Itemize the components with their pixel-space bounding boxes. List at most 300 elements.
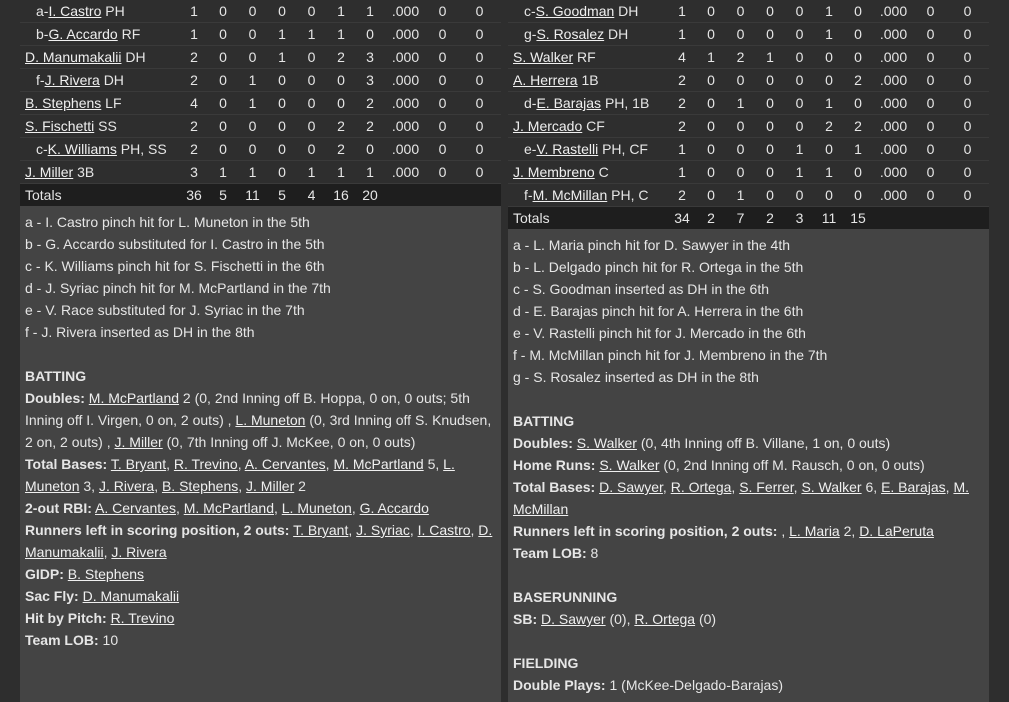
stat-cell: 0 <box>946 115 989 138</box>
stat-cell: 0 <box>297 46 326 69</box>
player-link[interactable]: M. McMillan <box>532 187 608 203</box>
stat-cell: 0 <box>356 138 384 161</box>
stat-cell: 0 <box>267 138 297 161</box>
player-link[interactable]: D. Sawyer <box>599 479 663 495</box>
player-row <box>20 23 501 46</box>
stat-cell: 0 <box>238 0 267 23</box>
player-link[interactable]: S. Fischetti <box>25 118 95 134</box>
player-link[interactable]: R. Ortega <box>634 611 696 627</box>
player-link[interactable]: J. Rivera <box>98 478 155 494</box>
substitution-note: c - S. Goodman inserted as DH in the 6th <box>513 281 770 297</box>
stat-cell: 0 <box>696 69 726 92</box>
totals-cell: 4 <box>297 184 326 207</box>
stat-cell: 0 <box>755 69 785 92</box>
stat-cell: 0 <box>427 46 458 69</box>
stat-cell: 0 <box>427 92 458 115</box>
substitution-note: e - V. Rastelli pinch hit for J. Mercado in the 6th <box>513 325 806 341</box>
stat-cell: 4 <box>180 92 208 115</box>
player-position: PH <box>105 3 125 19</box>
stat-cell: 0 <box>844 0 872 23</box>
stat-cell: 1 <box>844 138 872 161</box>
stat-cell: .000 <box>872 23 915 46</box>
stat-cell: 2 <box>726 46 755 69</box>
player-link[interactable]: J. Rivera <box>44 72 100 88</box>
player-link[interactable]: S. Goodman <box>535 3 615 19</box>
stat-cell: 0 <box>785 92 814 115</box>
totals-empty-cell <box>384 184 427 207</box>
totals-cell: 20 <box>356 184 384 207</box>
totals-row <box>508 207 989 230</box>
stat-cell: 1 <box>785 161 814 184</box>
sub-prefix: b- <box>36 26 49 42</box>
stat-cell: 1 <box>326 0 356 23</box>
player-position: RF <box>121 26 141 42</box>
player-position: DH <box>608 26 629 42</box>
hit-by-pitch-line: Hit by Pitch: R. Trevino <box>25 610 175 626</box>
stat-cell: 2 <box>668 69 696 92</box>
player-link[interactable]: S. Walker <box>513 49 574 65</box>
stat-cell: 0 <box>844 92 872 115</box>
stat-cell: 0 <box>814 138 844 161</box>
batting-heading: BATTING <box>25 368 87 384</box>
player-link[interactable]: L. Maria <box>789 523 840 539</box>
stat-cell: 1 <box>668 161 696 184</box>
stat-cell: 0 <box>297 138 326 161</box>
sub-prefix: d- <box>524 95 537 111</box>
stat-cell: 0 <box>915 138 946 161</box>
batting-table <box>508 0 989 229</box>
stat-cell: 1 <box>726 92 755 115</box>
totals-row <box>20 184 501 207</box>
stat-cell: 0 <box>844 184 872 207</box>
stat-cell: 0 <box>458 23 501 46</box>
player-position: SS <box>98 118 117 134</box>
stat-cell: 0 <box>785 69 814 92</box>
stat-cell: 1 <box>238 69 267 92</box>
stat-cell: 0 <box>915 0 946 23</box>
totals-cell: 16 <box>326 184 356 207</box>
player-link[interactable]: R. Ortega <box>670 479 732 495</box>
player-link[interactable]: S. Walker <box>599 457 660 473</box>
stat-cell: .000 <box>384 161 427 184</box>
stat-cell: 1 <box>238 161 267 184</box>
player-cell <box>20 92 180 115</box>
stat-cell: 1 <box>356 161 384 184</box>
stat-cell: 0 <box>427 69 458 92</box>
stat-cell: .000 <box>872 0 915 23</box>
stat-cell: 2 <box>668 92 696 115</box>
stat-cell: 1 <box>326 161 356 184</box>
stat-cell: 1 <box>208 161 238 184</box>
stat-cell: 2 <box>326 115 356 138</box>
sub-prefix: f- <box>36 72 45 88</box>
stat-cell: 0 <box>208 138 238 161</box>
stat-cell: 0 <box>427 0 458 23</box>
player-position: 3B <box>77 164 95 180</box>
substitution-note: a - I. Castro pinch hit for L. Muneton in the 5th <box>25 214 310 230</box>
player-cell <box>20 161 180 184</box>
stat-cell: 0 <box>208 0 238 23</box>
sub-prefix: a- <box>36 3 49 19</box>
player-cell <box>20 69 180 92</box>
gidp-line: GIDP: B. Stephens <box>25 566 145 582</box>
player-cell <box>508 138 668 161</box>
batting-heading: BATTING <box>513 413 575 429</box>
stat-cell: 0 <box>297 92 326 115</box>
player-position: PH, SS <box>120 141 167 157</box>
stat-cell: 0 <box>915 46 946 69</box>
stat-cell: 0 <box>915 23 946 46</box>
stat-cell: 0 <box>946 138 989 161</box>
stat-cell: 2 <box>180 115 208 138</box>
totals-cell: 34 <box>668 207 696 230</box>
player-position: 1B <box>581 72 599 88</box>
stat-cell: 2 <box>668 115 696 138</box>
substitution-note: d - J. Syriac pinch hit for M. McPartland in the 7th <box>25 280 331 296</box>
player-link[interactable]: B. Stephens <box>25 95 102 111</box>
game-details <box>20 365 501 651</box>
player-link[interactable]: S. Walker <box>576 435 637 451</box>
player-link[interactable]: E. Barajas <box>536 95 602 111</box>
player-cell <box>508 161 668 184</box>
batting-table <box>20 0 501 206</box>
stat-cell: 0 <box>915 161 946 184</box>
player-row <box>508 161 989 184</box>
stat-cell: 1 <box>297 161 326 184</box>
player-position: PH, C <box>611 187 649 203</box>
stat-cell: 1 <box>814 161 844 184</box>
stat-cell: 0 <box>696 0 726 23</box>
stat-cell: 0 <box>915 115 946 138</box>
stat-cell: 0 <box>755 115 785 138</box>
stat-cell: 0 <box>458 46 501 69</box>
stat-cell: .000 <box>384 138 427 161</box>
stat-cell: 0 <box>844 161 872 184</box>
stat-cell: 0 <box>238 23 267 46</box>
sac-fly-line: Sac Fly: D. Manumakalii <box>25 588 180 604</box>
fielding-heading: FIELDING <box>513 655 579 671</box>
stat-cell: 0 <box>755 138 785 161</box>
stat-cell: 1 <box>696 46 726 69</box>
stat-cell: 0 <box>458 92 501 115</box>
player-cell <box>20 23 180 46</box>
stat-cell: 2 <box>814 115 844 138</box>
player-row <box>508 184 989 207</box>
player-link[interactable]: R. Trevino <box>173 456 238 472</box>
stat-cell: 1 <box>326 23 356 46</box>
totals-cell: 15 <box>844 207 872 230</box>
player-link[interactable]: J. Miller <box>246 478 295 494</box>
total-bases-line: Total Bases: D. Sawyer, R. Ortega, S. Ferrer, S. Walker 6, E. Barajas, M. McMillan <box>513 479 969 517</box>
totals-cell: 2 <box>696 207 726 230</box>
doubles-line: Doubles: S. Walker (0, 4th Inning off B. Villane, 1 on, 0 outs) <box>513 435 891 451</box>
player-link[interactable]: I. Castro <box>417 522 471 538</box>
team-lob-line: Team LOB: 10 <box>25 632 119 648</box>
stat-cell: 0 <box>458 161 501 184</box>
stat-cell: 0 <box>755 92 785 115</box>
stat-cell: .000 <box>384 69 427 92</box>
player-cell <box>508 92 668 115</box>
player-row <box>508 92 989 115</box>
player-link[interactable]: L. Muneton <box>25 456 455 494</box>
two-out-rbi-line: 2-out RBI: A. Cervantes, M. McPartland, L. Muneton, G. Accardo <box>25 500 429 516</box>
player-link[interactable]: L. Muneton <box>235 412 306 428</box>
stat-cell: 0 <box>427 115 458 138</box>
player-link[interactable]: A. Cervantes <box>244 456 326 472</box>
stat-cell: 1 <box>755 46 785 69</box>
player-link[interactable]: L. Muneton <box>281 500 352 516</box>
stat-cell: 0 <box>726 23 755 46</box>
stat-cell: 3 <box>356 46 384 69</box>
player-link[interactable]: B. Stephens <box>67 566 145 582</box>
totals-cell: 3 <box>785 207 814 230</box>
player-row <box>508 69 989 92</box>
stat-cell: .000 <box>384 0 427 23</box>
substitution-note: g - S. Rosalez inserted as DH in the 8th <box>513 369 759 385</box>
player-cell <box>20 115 180 138</box>
stat-cell: 0 <box>208 46 238 69</box>
stat-cell: 0 <box>208 92 238 115</box>
stat-cell: 0 <box>844 46 872 69</box>
stat-cell: 0 <box>915 184 946 207</box>
stat-cell: 0 <box>696 138 726 161</box>
player-row <box>20 92 501 115</box>
player-link[interactable]: B. Stephens <box>161 478 239 494</box>
stat-cell: .000 <box>872 69 915 92</box>
player-link[interactable]: I. Castro <box>48 3 102 19</box>
player-cell <box>20 138 180 161</box>
doubles-line: Doubles: M. McPartland 2 (0, 2nd Inning off B. Hoppa, 0 on, 0 outs; 5th Inning off I. Virgen, 0 on, 2 outs) , L. Muneton (0, 3rd Inning off S. Knudsen, 2 on, 2 outs) , J. Miller (0, 7th Inning off J. McKee, 0 on, 0 outs) <box>25 390 492 450</box>
player-link[interactable]: E. Barajas <box>881 479 946 495</box>
player-link[interactable]: D. LaPeruta <box>859 523 934 539</box>
stat-cell: 0 <box>726 0 755 23</box>
stat-cell: 3 <box>356 69 384 92</box>
substitution-note: d - E. Barajas pinch hit for A. Herrera in the 6th <box>513 303 804 319</box>
baserunning-heading: BASERUNNING <box>513 589 618 605</box>
sub-prefix: g- <box>524 26 537 42</box>
player-link[interactable]: M. McMillan <box>513 479 969 517</box>
player-position: DH <box>618 3 639 19</box>
player-cell <box>508 115 668 138</box>
player-link[interactable]: D. Sawyer <box>541 611 606 627</box>
stat-cell: 1 <box>814 92 844 115</box>
player-cell <box>508 0 668 23</box>
player-link[interactable]: V. Rastelli <box>536 141 599 157</box>
stat-cell: 2 <box>326 138 356 161</box>
player-link[interactable]: J. Miller <box>25 164 74 180</box>
player-link[interactable]: M. McPartland <box>88 390 180 406</box>
player-cell <box>508 69 668 92</box>
stat-cell: 0 <box>297 115 326 138</box>
stat-cell: .000 <box>872 184 915 207</box>
player-link[interactable]: A. Cervantes <box>95 500 176 516</box>
stat-cell: 0 <box>726 161 755 184</box>
total-bases-line: Total Bases: T. Bryant, R. Trevino, A. Cervantes, M. McPartland 5, L. Muneton 3, J. Rivera, B. Stephens, J. Miller 2 <box>25 456 455 494</box>
stat-cell: 3 <box>180 161 208 184</box>
stat-cell: 0 <box>267 115 297 138</box>
stat-cell: 1 <box>238 92 267 115</box>
stat-cell: 1 <box>814 23 844 46</box>
player-link[interactable]: D. Manumakalii <box>25 522 493 560</box>
player-link[interactable]: M. McPartland <box>333 456 424 472</box>
stat-cell: 0 <box>844 23 872 46</box>
stat-cell: 0 <box>356 23 384 46</box>
stat-cell: .000 <box>872 115 915 138</box>
player-link[interactable]: J. Rivera <box>111 544 167 560</box>
totals-empty-cell <box>458 184 501 207</box>
player-link[interactable]: S. Walker <box>801 479 862 495</box>
sub-prefix: c- <box>524 3 536 19</box>
stat-cell: 0 <box>297 0 326 23</box>
stat-cell: 2 <box>356 115 384 138</box>
sub-prefix: f- <box>524 187 533 203</box>
stat-cell: 2 <box>356 92 384 115</box>
stat-cell: 0 <box>814 184 844 207</box>
team-lob-line: Team LOB: 8 <box>513 545 599 561</box>
player-link[interactable]: S. Ferrer <box>739 479 794 495</box>
player-link[interactable]: G. Accardo <box>48 26 118 42</box>
stat-cell: 1 <box>180 0 208 23</box>
stat-cell: .000 <box>872 161 915 184</box>
player-cell <box>508 184 668 207</box>
player-row <box>508 115 989 138</box>
stat-cell: .000 <box>384 92 427 115</box>
player-position: LF <box>105 95 122 111</box>
stat-cell: .000 <box>384 115 427 138</box>
substitution-note: e - V. Race substituted for J. Syriac in the 7th <box>25 302 305 318</box>
player-link[interactable]: J. Mercado <box>513 118 583 134</box>
player-position: PH, CF <box>602 141 648 157</box>
stat-cell: 0 <box>946 184 989 207</box>
player-link[interactable]: T. Bryant <box>293 522 349 538</box>
stat-cell: 2 <box>180 46 208 69</box>
home-team-boxscore <box>508 0 989 702</box>
stat-cell: 0 <box>785 46 814 69</box>
player-link[interactable]: S. Rosalez <box>536 26 605 42</box>
stat-cell: 1 <box>814 0 844 23</box>
totals-cell: 2 <box>755 207 785 230</box>
player-row <box>508 46 989 69</box>
stat-cell: 0 <box>326 92 356 115</box>
stat-cell: 2 <box>180 138 208 161</box>
stat-cell: 0 <box>946 46 989 69</box>
stat-cell: 0 <box>946 0 989 23</box>
stat-cell: .000 <box>872 92 915 115</box>
risp-line: Runners left in scoring position, 2 outs: , L. Maria 2, D. LaPeruta <box>513 523 934 539</box>
player-position: C <box>598 164 609 180</box>
stat-cell: .000 <box>872 46 915 69</box>
stat-cell: 0 <box>458 0 501 23</box>
player-link[interactable]: R. Trevino <box>110 610 175 626</box>
stat-cell: 0 <box>755 161 785 184</box>
stat-cell: 2 <box>326 46 356 69</box>
substitution-note: a - L. Maria pinch hit for D. Sawyer in the 4th <box>513 237 791 253</box>
stat-cell: 0 <box>208 115 238 138</box>
stat-cell: 0 <box>238 138 267 161</box>
stat-cell: 0 <box>726 138 755 161</box>
stat-cell: 0 <box>946 69 989 92</box>
stat-cell: .000 <box>384 23 427 46</box>
totals-cell: 7 <box>726 207 755 230</box>
player-position: RF <box>577 49 596 65</box>
stat-cell: 0 <box>755 0 785 23</box>
stat-cell: 1 <box>267 23 297 46</box>
player-link[interactable]: D. Manumakalii <box>82 588 180 604</box>
substitution-note: f - J. Rivera inserted as DH in the 8th <box>25 324 255 340</box>
player-link[interactable]: J. Membreno <box>513 164 595 180</box>
stat-cell: 0 <box>427 138 458 161</box>
risp-line: Runners left in scoring position, 2 outs: T. Bryant, J. Syriac, I. Castro, D. Manumakalii, J. Rivera <box>25 522 493 560</box>
stat-cell: 0 <box>946 23 989 46</box>
substitution-note: b - L. Delgado pinch hit for R. Ortega in the 5th <box>513 259 804 275</box>
stat-cell: 0 <box>726 69 755 92</box>
substitution-note: f - M. McMillan pinch hit for J. Membreno in the 7th <box>513 347 828 363</box>
substitution-notes <box>20 206 501 343</box>
player-link[interactable]: T. Bryant <box>110 456 167 472</box>
double-plays-line: Double Plays: 1 (McKee-Delgado-Barajas) <box>513 677 783 693</box>
stat-cell: 0 <box>696 92 726 115</box>
player-row <box>20 46 501 69</box>
stat-cell: 1 <box>180 23 208 46</box>
stat-cell: 0 <box>208 69 238 92</box>
player-link[interactable]: G. Accardo <box>359 500 429 516</box>
player-link[interactable]: J. Miller <box>114 434 163 450</box>
substitution-note: c - K. Williams pinch hit for S. Fischetti in the 6th <box>25 258 325 274</box>
stat-cell: 0 <box>326 69 356 92</box>
stat-cell: 0 <box>458 69 501 92</box>
stat-cell: 4 <box>668 46 696 69</box>
player-link[interactable]: K. Williams <box>47 141 117 157</box>
stat-cell: 0 <box>946 92 989 115</box>
stat-cell: 0 <box>785 23 814 46</box>
totals-empty-cell <box>915 207 946 230</box>
totals-label: Totals <box>20 184 180 207</box>
stolen-bases-line: SB: D. Sawyer (0), R. Ortega (0) <box>513 611 717 627</box>
player-row <box>20 69 501 92</box>
player-link[interactable]: J. Syriac <box>356 522 410 538</box>
player-cell <box>20 0 180 23</box>
sub-prefix: e- <box>524 141 537 157</box>
stat-cell: 0 <box>946 161 989 184</box>
totals-cell: 11 <box>814 207 844 230</box>
player-link[interactable]: A. Herrera <box>513 72 578 88</box>
stat-cell: .000 <box>384 46 427 69</box>
stat-cell: 0 <box>297 69 326 92</box>
stat-cell: 2 <box>668 184 696 207</box>
player-row <box>508 0 989 23</box>
stat-cell: 0 <box>696 184 726 207</box>
player-position: DH <box>125 49 146 65</box>
totals-cell: 36 <box>180 184 208 207</box>
totals-empty-cell <box>946 207 989 230</box>
stat-cell: 1 <box>668 138 696 161</box>
player-cell <box>20 46 180 69</box>
player-link[interactable]: D. Manumakalii <box>25 49 122 65</box>
totals-cell: 5 <box>267 184 297 207</box>
away-team-boxscore <box>20 0 501 702</box>
stat-cell: 0 <box>755 23 785 46</box>
player-link[interactable]: M. McPartland <box>183 500 274 516</box>
stat-cell: 0 <box>814 69 844 92</box>
player-cell <box>508 46 668 69</box>
totals-cell: 11 <box>238 184 267 207</box>
substitution-notes <box>508 229 989 388</box>
stat-cell: 0 <box>785 184 814 207</box>
stat-cell: 0 <box>915 92 946 115</box>
player-row <box>20 115 501 138</box>
stat-cell: 0 <box>785 0 814 23</box>
totals-empty-cell <box>427 184 458 207</box>
